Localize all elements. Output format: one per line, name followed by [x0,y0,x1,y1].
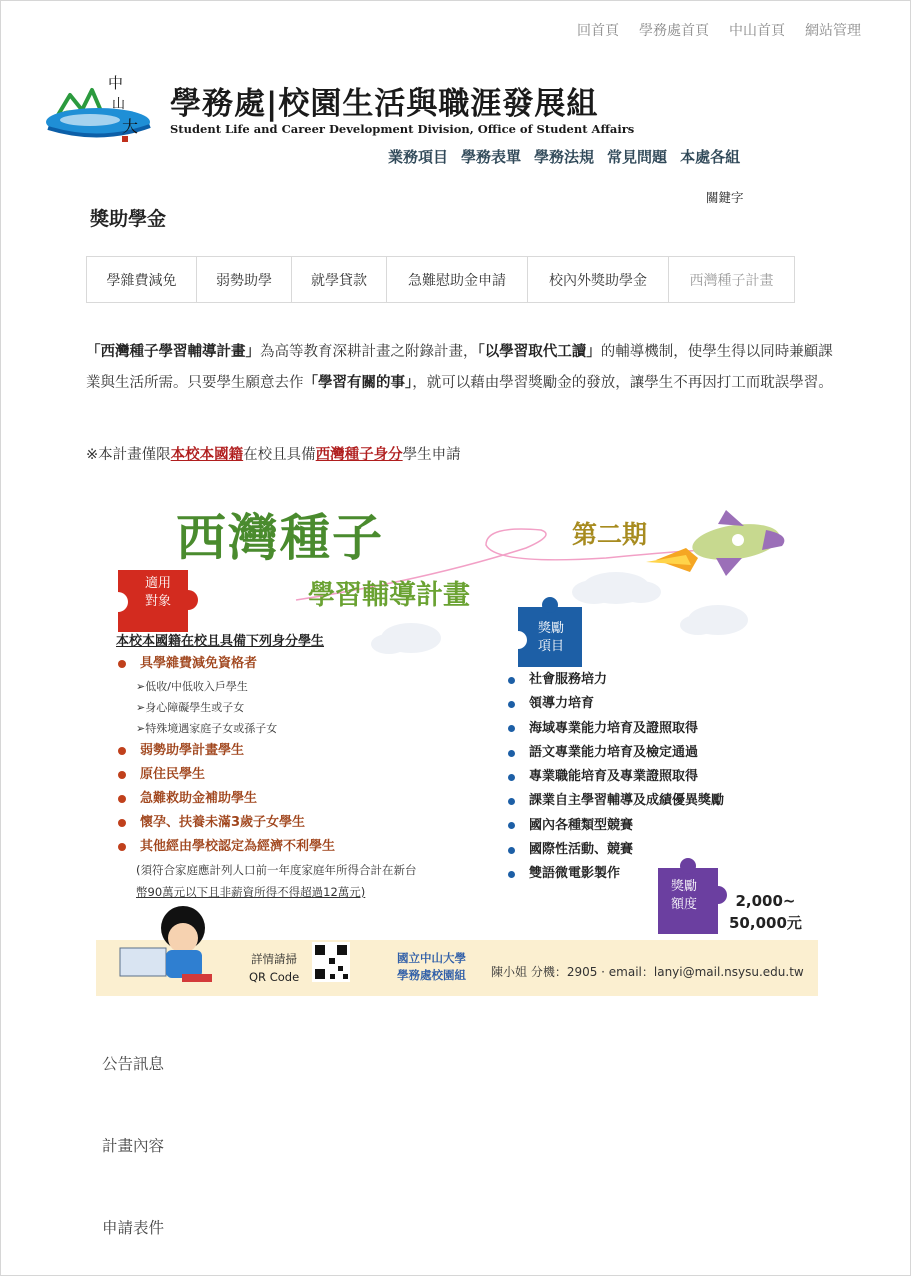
intro-text: 的輔導機制，使學生得以同時兼顧課業與生活所需。只要學生願意去作 [86,344,833,391]
main-nav-forms[interactable]: 學務表單 [461,148,522,166]
tab-student-loan[interactable]: 就學貸款 [291,256,387,303]
bullet-icon [508,677,515,684]
tab-tuition-reduction[interactable]: 學雜費減免 [86,256,197,303]
keyword-search-label[interactable]: 關鍵字 [706,190,744,205]
bullet-icon [508,798,515,805]
reward-item-text: 課業自主學習輔導及成績優異獎勵 [529,793,725,809]
eligibility-item [116,739,496,763]
eligibility-item [116,652,496,676]
reward-item [508,789,808,813]
intro-bold-program: 「西灣種子學習輔導計畫」 [86,344,260,360]
reward-item [508,717,808,741]
eligibility-item-text: 具學雜費減免資格者 [140,656,258,671]
top-nav [577,20,861,40]
page-title: 獎助學金 [90,208,167,230]
eligibility-income-note [116,881,496,903]
tab-disadvantaged-aid[interactable]: 弱勢助學 [196,256,292,303]
reward-tag-line: 獎勵 [537,621,564,636]
section-announcements[interactable]: 公告訊息 [102,1055,165,1073]
bullet-icon [508,847,515,854]
eligibility-item-text: 弱勢助學計畫學生 [140,743,245,758]
top-nav-nsysu[interactable]: 中山首頁 [729,23,785,39]
note-highlight-nationality: 本校本國籍 [170,447,244,463]
bullet-icon [508,871,515,878]
reward-item-text: 領導力培育 [529,696,595,712]
qr-label-line: QR Code [249,970,300,984]
top-nav-home[interactable]: 回首頁 [577,23,619,39]
eligibility-item [116,763,496,787]
reward-item [508,765,808,789]
note-text: 學生申請 [402,447,461,463]
organizer-line: 國立中山大學 [397,951,466,965]
eligibility-sub-item: ➢低收/中低收入戶學生 [136,680,248,693]
reward-amount-max: 50,000元 [729,914,802,932]
contact-info: 陳小姐 分機：2905 · email：lanyi@mail.nsysu.edu.tw [491,965,804,979]
eligibility-tag-line: 對象 [144,594,171,609]
reward-item [508,668,808,692]
reward-tag-line: 項目 [537,639,564,654]
intro-text: ，就可以藉由學習獎勵金的發放，讓學生不再因打工而耽誤學習。 [412,375,833,391]
amount-tag [662,878,706,914]
note-text: ※本計畫僅限 [86,447,171,463]
poster-subtitle: 學習輔導計畫 [308,580,470,611]
poster-phase: 第二期 [572,520,648,549]
rocket-icon [646,510,784,576]
qr-label-line: 詳情請掃 [251,952,298,966]
site-subtitle: Student Life and Career Development Division, Office of Student Affairs [170,122,635,136]
reward-item-text: 專業職能培育及專業證照取得 [529,769,699,785]
eligibility-heading: 本校本國籍在校且具備下列身分學生 [116,634,325,649]
reward-item [508,838,808,862]
svg-text:大: 大 [122,117,139,136]
svg-text:山: 山 [112,97,126,112]
section-application-forms[interactable]: 申請表件 [102,1219,165,1237]
svg-text:中: 中 [108,74,124,92]
eligibility-tag-line: 適用 [144,576,171,591]
reward-item [508,741,808,765]
eligibility-list [116,652,496,903]
tab-scholarships[interactable]: 校內外獎助學金 [527,256,669,303]
organizer-line: 學務處校園組 [397,968,466,982]
top-nav-student-affairs[interactable]: 學務處首頁 [639,23,709,39]
nsysu-logo-icon[interactable] [40,70,155,150]
eligibility-note [86,443,461,464]
note-text: 在校且具備 [243,447,316,463]
bullet-icon [118,660,126,668]
eligibility-sub-item: ➢身心障礙學生或子女 [136,701,245,714]
reward-item-text: 社會服務培力 [529,672,608,687]
eligibility-tag [136,575,180,611]
tab-seed-program[interactable]: 西灣種子計畫 [668,256,795,303]
tab-emergency-aid[interactable]: 急難慰助金申請 [386,256,528,303]
main-nav-business[interactable]: 業務項目 [388,148,449,166]
tab-bar [86,256,795,303]
intro-bold-learning: 「以學習取代工讀」 [477,344,601,360]
bullet-icon [118,747,126,755]
top-nav-admin[interactable]: 網站管理 [805,23,861,39]
bullet-icon [118,819,126,827]
bullet-icon [508,822,515,829]
reward-item-text: 語文專業能力培育及檢定通過 [529,744,699,760]
reward-amount-min: 2,000~ [735,892,796,910]
reward-item [508,814,808,838]
eligibility-item [116,787,496,811]
reward-item-text: 國內各種類型競賽 [529,817,634,833]
site-title: 學務處|校園生活與職涯發展組 [170,86,599,122]
bullet-icon [118,771,126,779]
reward-item-text: 國際性活動、競賽 [529,842,634,858]
section-program-content[interactable]: 計畫內容 [102,1137,165,1155]
amount-tag-line: 額度 [670,897,697,912]
bullet-icon [118,843,126,851]
reward-item [508,862,808,886]
main-nav-faq[interactable]: 常見問題 [607,148,668,166]
organizer [397,950,466,984]
reward-item-text: 海域專業能力培育及證照取得 [529,720,699,736]
eligibility-sub-item: ➢特殊境遇家庭子女或孫子女 [136,722,278,735]
bullet-icon [508,725,515,732]
reward-amount [729,890,802,934]
eligibility-item-text: 急難救助金補助學生 [140,791,258,806]
reward-list [508,668,808,887]
intro-bold-related: 「學習有關的事」 [303,375,413,391]
qr-label [249,950,299,986]
eligibility-item [116,835,496,859]
reward-item [508,692,808,716]
main-nav [388,146,740,167]
note-highlight-seed-status: 西灣種子身分 [315,447,403,463]
intro-text: 為高等教育深耕計畫之附錄計畫， [260,344,478,360]
bullet-icon [508,701,515,708]
bullet-icon [508,774,515,781]
intro-paragraph [86,337,836,399]
eligibility-item-text: 懷孕、扶養未滿3歲子女學生 [140,815,306,830]
qr-code-icon [312,942,350,982]
reward-tag [523,620,579,656]
program-poster [86,480,826,1005]
main-nav-regulations[interactable]: 學務法規 [534,148,595,166]
eligibility-item-text: 原住民學生 [140,767,206,782]
bullet-icon [508,750,515,757]
poster-title: 西灣種子 [176,509,384,567]
eligibility-income-note-text: 幣90萬元以下且非薪資所得不得超過12萬元) [136,885,366,899]
eligibility-item-text: 其他經由學校認定為經濟不利學生 [140,839,336,854]
main-nav-divisions[interactable]: 本處各組 [680,148,741,166]
bullet-icon [118,795,126,803]
eligibility-income-note: (須符合家庭應計列人口前一年度家庭年所得合計在新台 [136,863,417,877]
amount-tag-line: 獎勵 [670,879,697,894]
reward-item-text: 雙語微電影製作 [529,866,621,882]
eligibility-item [116,811,496,835]
